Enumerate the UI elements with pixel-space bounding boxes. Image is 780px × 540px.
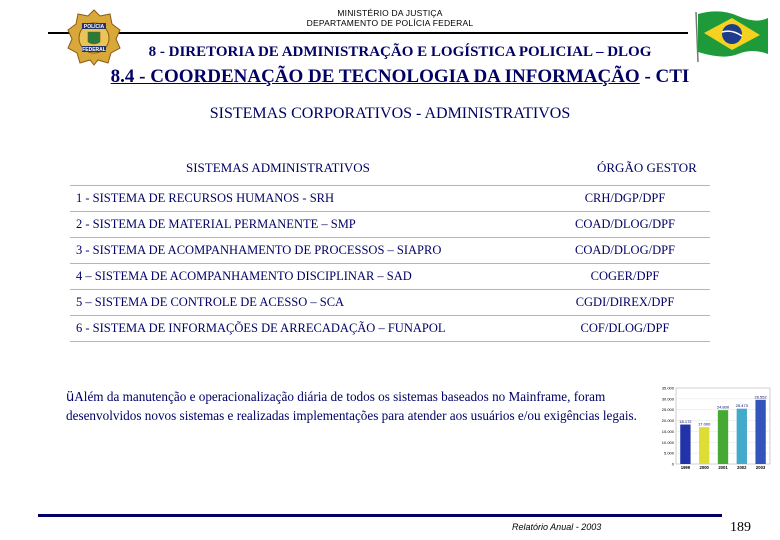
managing-agency: COGER/DPF — [540, 264, 710, 290]
system-name: 4 – SISTEMA DE ACOMPANHAMENTO DISCIPLINAR – SAD — [70, 264, 540, 290]
data-label-2000: 17.000 — [698, 421, 711, 427]
y-tick-label: 25.000 — [661, 407, 674, 413]
chart-bar-1999 — [680, 425, 690, 464]
managing-agency: CGDI/DIREX/DPF — [540, 290, 710, 316]
table-row — [70, 212, 710, 238]
data-label-1999: 18.172 — [679, 419, 692, 425]
chart-bar-2003 — [755, 400, 765, 464]
y-tick-label: 5.000 — [663, 450, 674, 456]
data-label-2001: 24.800 — [716, 404, 730, 410]
system-name: 2 - SISTEMA DE MATERIAL PERMANENTE – SMP — [70, 212, 540, 238]
managing-agency: CRH/DGP/DPF — [540, 186, 710, 212]
table-row — [70, 238, 710, 264]
data-label-2002: 25.473 — [735, 403, 748, 409]
section-title: SISTEMAS CORPORATIVOS - ADMINISTRATIVOS — [209, 105, 571, 122]
x-tick-label: 2003 — [755, 465, 766, 470]
chart-bar-2001 — [718, 410, 728, 464]
footer-divider — [38, 514, 722, 517]
department-name: DEPARTAMENTO DE POLÍCIA FEDERAL — [306, 18, 474, 28]
maintenance-note-text: Além da manutenção e operacionalização diária de todos os sistemas baseados no Mainframe, foram desenvolvidos novos sistemas e realizadas implementações para atender aos usuários e/ou exigências legais. — [66, 389, 637, 423]
column-header-systems: SISTEMAS ADMINISTRATIVOS — [186, 160, 370, 175]
x-tick-label: 2000 — [699, 465, 709, 470]
table-row — [70, 290, 710, 316]
ministry-name: MINISTÉRIO DA JUSTIÇA — [337, 8, 443, 18]
managing-agency: COF/DLOG/DPF — [540, 316, 710, 342]
x-tick-label: 2002 — [737, 465, 747, 470]
table-row — [70, 316, 710, 342]
column-header-agency: ÓRGÃO GESTOR — [597, 160, 697, 175]
header-divider — [48, 32, 688, 34]
table-row — [70, 264, 710, 290]
chart-bar-2002 — [737, 409, 747, 464]
maintenance-note — [66, 388, 646, 425]
systems-bar-chart — [648, 382, 774, 474]
x-tick-label: 2001 — [718, 465, 728, 470]
y-tick-label: 10.000 — [661, 439, 674, 445]
coordination-title-suffix: - CTI — [639, 66, 690, 87]
report-label: Relatório Anual - 2003 — [512, 522, 602, 532]
check-mark-icon: ü — [66, 390, 75, 405]
table-row — [70, 186, 710, 212]
y-tick-label: 15.000 — [661, 428, 674, 434]
system-name: 3 - SISTEMA DE ACOMPANHAMENTO DE PROCESSOS – SIAPRO — [70, 238, 540, 264]
directorate-title: 8 - DIRETORIA DE ADMINISTRAÇÃO E LOGÍSTICA POLICIAL – DLOG — [148, 44, 652, 60]
system-name: 1 - SISTEMA DE RECURSOS HUMANOS - SRH — [70, 186, 540, 212]
managing-agency: COAD/DLOG/DPF — [540, 212, 710, 238]
coordination-title — [40, 66, 760, 88]
coordination-title-main: 8.4 - COORDENAÇÃO DE TECNOLOGIA DA INFORMAÇÃO — [110, 66, 640, 87]
badge-top-text: POLÍCIA — [83, 24, 105, 30]
chart-bar-2000 — [699, 427, 709, 464]
y-tick-label: 30.000 — [661, 396, 674, 402]
systems-table — [70, 185, 710, 342]
y-tick-label: 0 — [671, 461, 674, 467]
x-tick-label: 1999 — [680, 465, 691, 470]
y-tick-label: 20.000 — [661, 418, 674, 424]
y-tick-label: 35.000 — [661, 385, 674, 391]
page-number: 189 — [730, 520, 751, 535]
system-name: 5 – SISTEMA DE CONTROLE DE ACESSO – SCA — [70, 290, 540, 316]
managing-agency: COAD/DLOG/DPF — [540, 238, 710, 264]
system-name: 6 - SISTEMA DE INFORMAÇÕES DE ARRECADAÇÃO – FUNAPOL — [70, 316, 540, 342]
data-label-2003: 29.552 — [754, 394, 767, 400]
badge-bottom-text: FEDERAL — [82, 47, 106, 53]
